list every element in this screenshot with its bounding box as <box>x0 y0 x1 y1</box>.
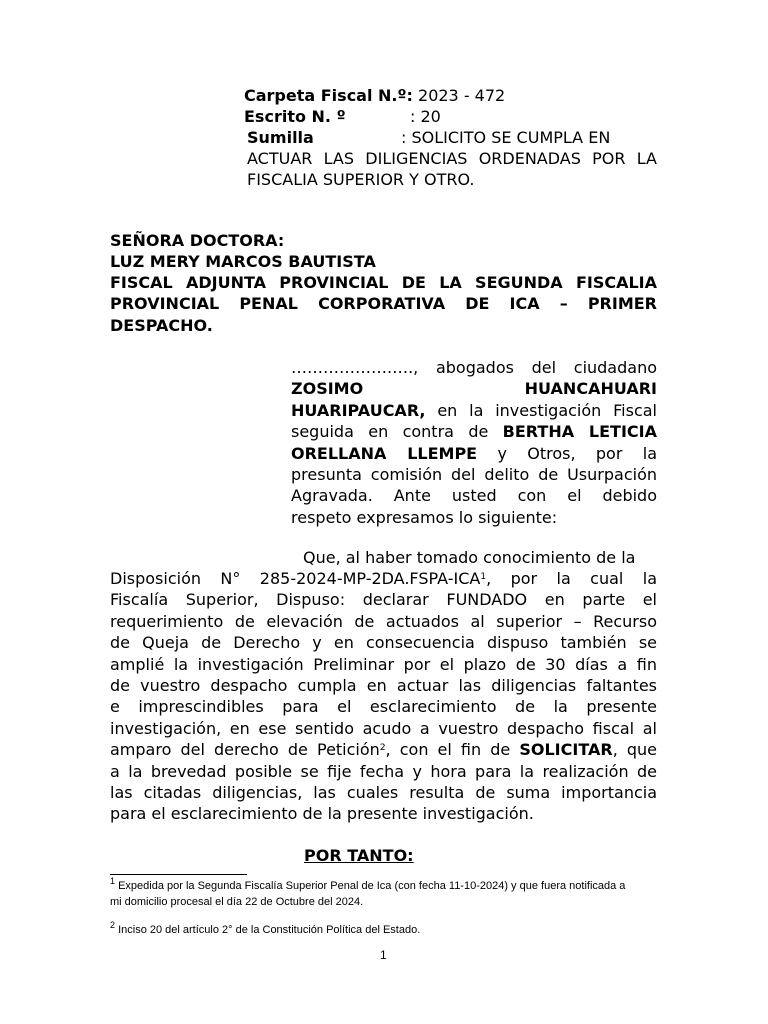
page-number: 1 <box>380 948 387 962</box>
escrito-line <box>244 106 346 127</box>
addressee-name: LUZ MERY MARCOS BAUTISTA <box>110 252 376 271</box>
carpeta-value: 2023 - 472 <box>412 86 506 105</box>
por-tanto: POR TANTO: <box>304 846 414 865</box>
intro-paragraph: ……………….…., abogados del ciudadano ZOSIMO HUANCAHUARI HUARIPAUCAR, en la investigación Fiscal seguida en contra de BERTHA LETICIA ORELLANA LLEMPE y Otros, por la presunta comisión del delito de Usurpación Agravada. Ante usted con el debido respeto expresamos lo siguiente: <box>291 358 658 527</box>
sumilla-line-1: : SOLICITO SE CUMPLA EN <box>401 128 611 147</box>
footnote-separator <box>110 874 247 875</box>
addressee-title: FISCAL ADJUNTA PROVINCIAL DE LA SEGUNDA FISCALIA PROVINCIAL PENAL CORPORATIVA DE ICA – PRIMER DESPACHO. <box>110 273 657 335</box>
carpeta-label: Carpeta Fiscal N.º: <box>244 86 413 105</box>
sumilla-text <box>247 148 657 191</box>
sumilla-line-3: FISCALIA SUPERIOR Y OTRO. <box>247 170 475 190</box>
body-first-line: Que, al haber tomado conocimiento de la <box>303 548 636 567</box>
footnote-ref-2: 2 <box>379 743 386 754</box>
footnote-1: $^1$ Expedida por la Segunda Fiscalía Superior Penal de Ica (con fecha 11-10-2024) y que fuera notificada a mi domicilio procesal el día 22 de Octubre del 2024. <box>110 876 626 908</box>
sumilla-label: Sumilla <box>247 128 314 147</box>
carpeta-fiscal <box>244 85 505 106</box>
body-paragraph: Disposición N° 285-2024-MP-2DA.FSPA-ICA$^1$, por la cual la Fiscalía Superior, Dispuso: declarar FUNDADO en parte el requerimiento de elevación de actuados al superior – Recurso de Queja de Derecho y en consecuencia dispuso también se amplié la investigación Preliminar por el plazo de 30 días a fin de vuestro despacho cumpla en actuar las diligencias faltantes e imprescindibles para el esclarecimiento de la presente investigación, en ese sentido acudo a vuestro despacho fiscal al amparo del derecho de Petición$^2$, con el fin de SOLICITAR, que a la brevedad posible se fije fecha y hora para la realización de las citadas diligencias, las cuales resulta de suma importancia para el esclarecimiento de la presente investigación. <box>110 569 658 824</box>
footnote-ref-1: 1 <box>480 572 487 582</box>
escrito-label: Escrito N. º <box>244 107 346 126</box>
footnote-2: $^2$ Inciso 20 del artículo 2° de la Constitución Política del Estado. <box>110 920 421 936</box>
salutation: SEÑORA DOCTORA: <box>110 231 285 250</box>
sumilla-line-2: ACTUAR LAS DILIGENCIAS ORDENADAS POR LA <box>247 149 657 168</box>
escrito-value: : 20 <box>410 107 441 126</box>
